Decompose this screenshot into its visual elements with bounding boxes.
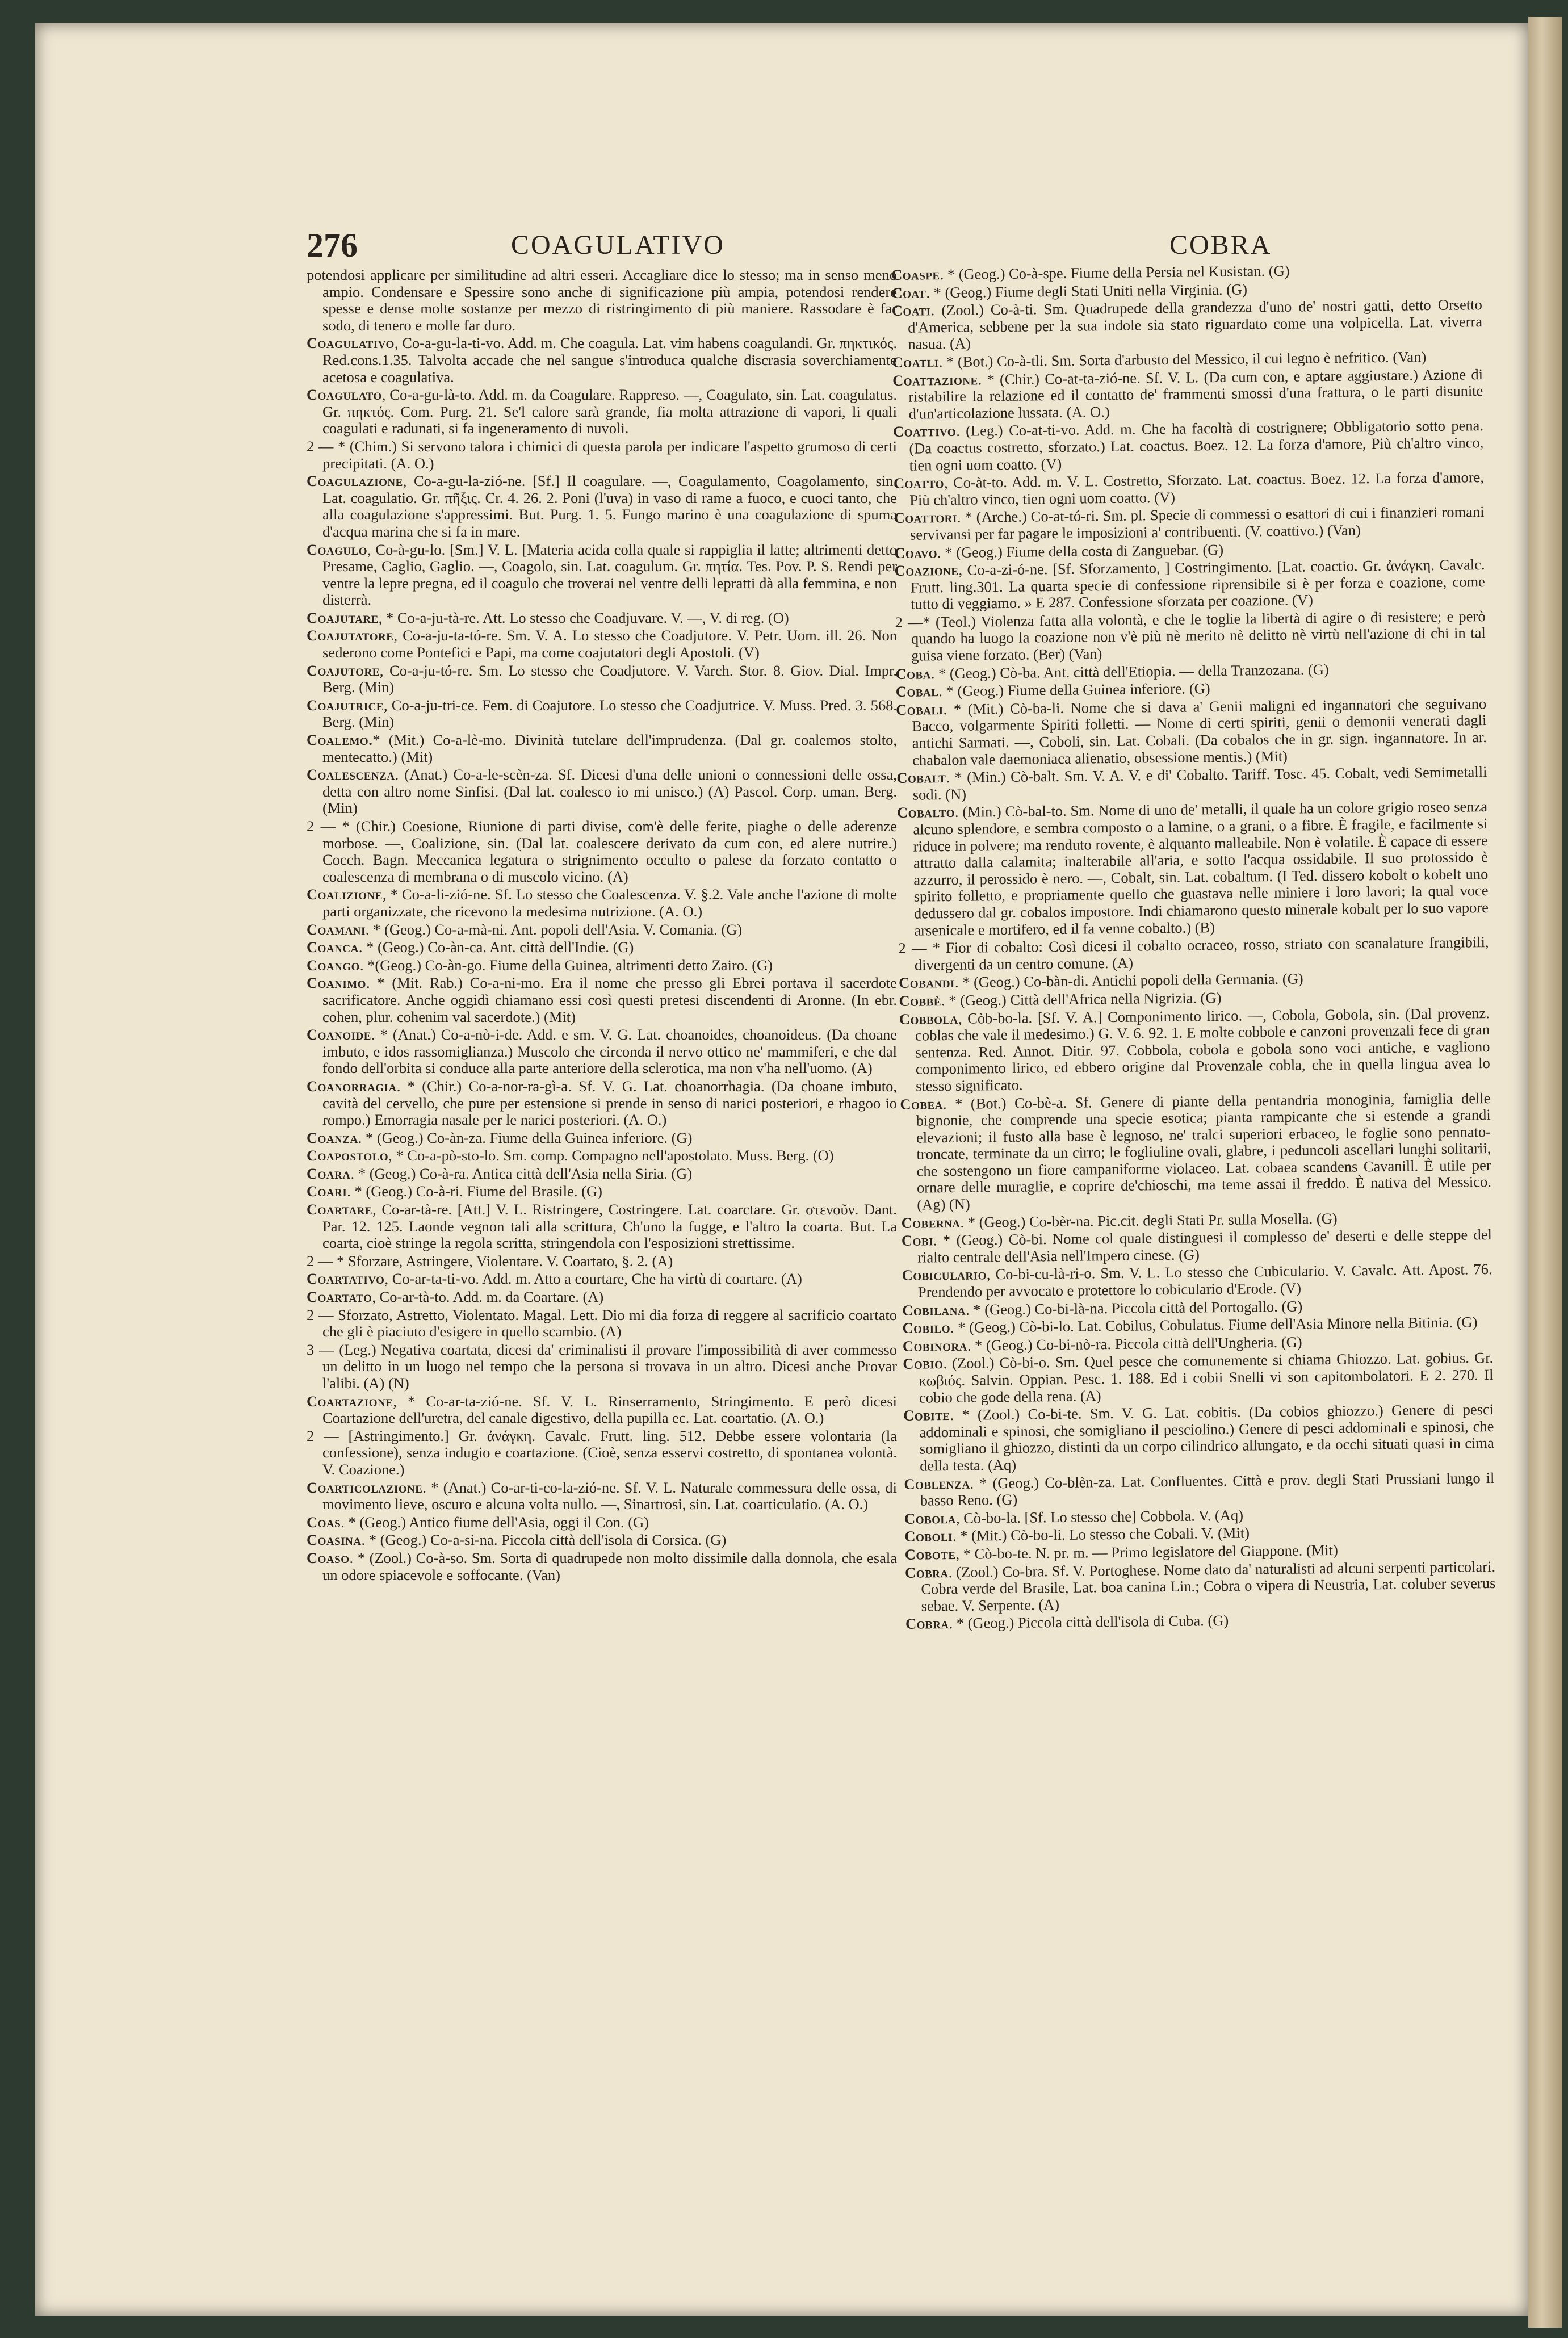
entry-headword: Coajutare	[307, 609, 379, 626]
dictionary-entry	[899, 1005, 1490, 1095]
page-edge	[1528, 17, 1562, 2328]
dictionary-entry	[307, 1147, 897, 1164]
entry-text: , * Co-ar-ta-zió-ne. Sf. V. L. Rinserramento, Stringimento. E però dicesi Coartazione dell'uretra, del canale digestivo, della pupilla ec. Lat. coartatio. (A. O.)	[322, 1392, 897, 1427]
entry-text: . * (Geog.) Co-à-ri. Fiume del Brasile. (G)	[347, 1183, 602, 1200]
entry-headword: Cobal	[895, 682, 939, 701]
dictionary-entry	[307, 1342, 897, 1392]
dictionary-entry	[904, 1470, 1495, 1510]
dictionary-entry	[893, 417, 1484, 474]
entry-headword: Cobio	[903, 1355, 944, 1373]
dictionary-entry	[307, 1130, 897, 1147]
entry-text: . (Zool.) Co-à-ti. Sm. Quadrupede della grandezza d'uno de' nostri gatti, detto Orsetto d'America, sebbene per la sua indole sia stato riguardato come una volpicella. Lat. viverra nasua. (A)	[907, 296, 1483, 353]
dictionary-entry	[307, 627, 897, 661]
entry-headword: Coartazione	[307, 1392, 393, 1410]
entry-headword: Coagulo	[307, 540, 368, 558]
dictionary-entry	[307, 610, 897, 627]
entry-text: 2 — * Sforzare, Astringere, Violentare. V. Coartato, §. 2. (A)	[307, 1252, 673, 1269]
entry-text: , Co-ar-ta-ti-vo. Add. m. Atto a courtare, Che ha virtù di coartare. (A)	[384, 1270, 802, 1288]
entry-text: . * (Mit.) Cò-bo-li. Lo stesso che Cobali. V. (Mit)	[952, 1524, 1250, 1545]
dictionary-entry	[895, 608, 1486, 665]
entry-text: , Co-ar-tà-to. Add. m. da Coartare. (A)	[372, 1288, 604, 1306]
entry-text: . (Zool.) Co-bra. Sf. V. Portoghese. Nome dato da' naturalisti ad alcuni serpenti particolari. Cobra verde del Brasile, Lat. boa canina Lin.; Cobra o vipera di Neustria, Lat. coluber severus sebae. V. Serpente. (A)	[921, 1557, 1496, 1615]
dictionary-entry	[892, 296, 1483, 353]
entry-text: , Co-à-gu-lo. [Sm.] V. L. [Materia acida colla quale si rappiglia il latte; altrimenti detto Presame, Caglio, Gaglio. —, Coagolo, sin. Lat. coagulum. Gr. πητία. Tes. Pov. P. S. Rendi per ventre la lepre pregna, ed il coagulo che troverai nel ventre delli lepratti dà alla femmina, e non disterrà.	[322, 540, 897, 609]
dictionary-entry	[307, 438, 897, 472]
entry-text: . * (Geog.) Co-bèr-na. Pic.cit. degli Stati Pr. sulla Mosella. (G)	[960, 1209, 1338, 1231]
entry-text: 2 — * (Chir.) Coesione, Riunione di parti divise, com'è delle ferite, piaghe o delle aderenze morbose. —, Coalizione, sin. (Dal lat. coalescere derivato da cum con, ed alere nutrire.) Cocch. Bagn. Meccanica legatura o strignimento occulto o palese da forzato contatto o coalescenza di membrana o di muscolo vicino. (A)	[307, 818, 897, 885]
entry-headword: Coara	[307, 1164, 351, 1182]
entry-text: , Co-a-ju-ta-tó-re. Sm. V. A. Lo stesso che Coadjutore. V. Petr. Uom. ill. 26. Non sederono come Pontefici e Papi, ma come coajutatori degli Apostoli. (V)	[322, 627, 897, 661]
dictionary-entry	[307, 921, 897, 938]
dictionary-entry	[307, 473, 897, 540]
dictionary-entry	[307, 1026, 897, 1077]
page-header	[307, 226, 1465, 266]
entry-headword: Coarticolazione	[307, 1478, 423, 1496]
entry-text: . * (Geog.) Co-àn-za. Fiume della Guinea inferiore. (G)	[358, 1129, 693, 1146]
entry-text: . * (Geog.) Antico fiume dell'Asia, oggi il Con. (G)	[341, 1513, 649, 1531]
entry-text: , Cò-bo-la. [Sf. Lo stesso che] Cobbola. V. (Aq)	[955, 1506, 1244, 1527]
entry-headword: Coas	[307, 1513, 341, 1531]
dictionary-entry	[896, 695, 1487, 769]
entry-headword: Cobilana	[902, 1301, 966, 1319]
dictionary-entry	[307, 542, 897, 609]
dictionary-entry	[905, 1558, 1496, 1615]
entry-text: . * (Mit.) Cò-ba-li. Nome che si dava a' Genii maligni ed ingannatori che seguivano Bacco, volgarmente Spiriti folletti. — Nome di certi spiriti, genii o demonii venerati dagli antichi Sarmati. —, Coboli, sin. Lat. Cobali. (Da cobalos che in gr. sign. ingannatore. In ar. chabalon vale daemoniaca alienatio, obsessione mentis.) (Mit)	[912, 694, 1487, 769]
entry-text: , Co-a-gu-la-ti-vo. Add. m. Che coagula. Lat. vim habens coagulandi. Gr. πηκτικός. Red.cons.1.35. Talvolta accade che nel sangue s'introduca qualche discrasia soverchiamente acetosa e coagulativa.	[322, 334, 897, 386]
entry-headword: Coajutrice	[307, 696, 384, 714]
entry-text: . * (Geog.) Fiume degli Stati Uniti nella Virginia. (G)	[926, 280, 1248, 301]
entry-headword: Cobi	[901, 1231, 934, 1250]
dictionary-entry	[307, 766, 897, 817]
dictionary-entry	[903, 1401, 1494, 1474]
entry-text: , * Co-a-li-zió-ne. Sf. Lo stesso che Coalescenza. V. §.2. Vale anche l'azione di molte parti organizzate, che ricevono la medesima nutrizione. (A. O.)	[322, 886, 897, 920]
entry-text: . * (Min.) Cò-balt. Sm. V. A. V. e di' Cobalto. Tariff. Tosc. 45. Cobalt, vedi Semimetalli sodi. (N)	[912, 763, 1487, 803]
entry-headword: Coagulativo	[307, 334, 395, 352]
dictionary-entry	[307, 1078, 897, 1129]
dictionary-entry	[897, 798, 1489, 939]
entry-text: . * (Zool.) Co-à-so. Sm. Sorta di quadrupede non molto dissimile dalla donnola, che esala un odore spiacevole e soffocante. (Van)	[322, 1549, 897, 1583]
dictionary-entry	[307, 387, 897, 437]
entry-headword: Coamani	[307, 920, 366, 938]
dictionary-entry	[902, 1226, 1492, 1266]
entry-headword: Coajutatore	[307, 627, 394, 644]
dictionary-entry	[903, 1350, 1494, 1406]
entry-text: . * (Geog.) Piccola città dell'isola di Cuba. (G)	[949, 1612, 1229, 1632]
entry-text: . * (Chir.) Co-at-ta-zió-ne. Sf. V. L. (Da cum con, e aptare aggiustare.) Azione di ristabilire la relazione ed il contatto de' frammenti smossi d'una frattura, o le parti disunite d'un'articolazione lussata. (A. O.)	[908, 365, 1483, 422]
entry-text: , * Cò-bo-te. N. pr. m. — Primo legislatore del Giappone. (Mit)	[955, 1541, 1339, 1562]
entry-text: , Co-a-ju-tó-re. Sm. Lo stesso che Coadjutore. V. Varch. Stor. 8. Giov. Dial. Impr. Berg. (Min)	[322, 661, 897, 696]
entry-text: . * (Geog.) Co-bi-nò-ra. Piccola città dell'Ungheria. (G)	[967, 1333, 1302, 1354]
entry-headword: Coattori	[894, 509, 957, 527]
entry-text: 2 —* (Teol.) Violenza fatta alla volontà, e che le toglie la libertà di agire o di resistere; e però quando ha luogo la coazione non v'è più nè merito nè delitto nè virtù nell'azione di chi in tal guisa viene forzato. (Ber) (Van)	[895, 607, 1486, 664]
entry-text: 2 — Sforzato, Astretto, Violentato. Magal. Lett. Dio mi dia forza di reggere al sacrificio coartato che gli è piaciuto d'esigere in quello scambio. (A)	[307, 1306, 897, 1340]
dictionary-entry	[307, 267, 897, 334]
entry-text: . * (Mit. Rab.) Co-a-ni-mo. Era il nome che presso gli Ebrei portava il sacerdote sacrificatore. Anche oggidì chiamano essi così questi pretesi discendenti di Aronne. (In ebr. cohen, plur. cohenim val sacerdote.) (Mit)	[322, 974, 897, 1025]
dictionary-entry	[307, 335, 897, 386]
entry-headword: Coazione	[894, 561, 959, 580]
entry-text: , * Co-a-ju-tà-re. Att. Lo stesso che Coadjuvare. V. —, V. di reg. (O)	[378, 609, 789, 626]
entry-headword: Coanoide	[307, 1026, 371, 1044]
entry-headword: Coartato	[307, 1288, 372, 1306]
entry-text: . * (Geog.) Città dell'Africa nella Nigrizia. (G)	[941, 988, 1222, 1009]
page-number: 276	[307, 227, 358, 264]
entry-headword: Cobali	[896, 700, 944, 718]
entry-text: . * (Anat.) Co-a-nò-i-de. Add. e sm. V. G. Lat. choanoides, choanoideus. (Da choane imbuto, e idos rassomiglianza.) Muscolo che circonda il nervo ottico ne' mammiferi, e che dal fondo dell'orbita si conduce alla parte anteriore della sclerotica, ma non v'ha nell'uomo. (A)	[322, 1026, 897, 1077]
dictionary-entry	[894, 504, 1485, 543]
dictionary-entry	[900, 1090, 1491, 1214]
entry-headword: Cobalto	[896, 803, 955, 822]
entry-text: potendosi applicare per similitudine ad altri esseri. Accagliare dice lo stesso; ma in senso meno ampio. Condensare e Spessire sono anche di significazione più ampia, potendosi rendere spesse e dense molte sostanze per mezzo di ristringimento di più maniere. Rassodare è far sodo, di tenero e molle far duro.	[307, 267, 897, 334]
entry-headword: Coagulato	[307, 386, 382, 404]
entry-headword: Cobbè	[899, 992, 942, 1009]
right-column	[891, 261, 1500, 2050]
dictionary-entry	[307, 732, 897, 765]
entry-text: . * (Arche.) Co-at-tó-ri. Sm. pl. Specie di commessi o esattori di cui i finanzieri romani servivansi per far pagare le imposizioni a' contribuenti. (V. coattivo.) (Van)	[909, 503, 1485, 543]
running-head-right: COBRA	[1169, 230, 1272, 260]
entry-text: , Co-a-gu-la-zió-ne. [Sf.] Il coagulare. —, Coagulamento, Coagolamento, sin. Lat. coagulatio. Gr. πῆξις. Cr. 4. 26. 2. Poni (l'uva) in vaso di rame a fuoco, e cuoci tanto, che alla coagulazione s'appressimi. But. Purg. 1. 5. Fungo marino è una coagulazione di spuma d'acqua marina che si fa in mare.	[322, 472, 897, 540]
entry-text: . * (Geog.) Cò-ba. Ant. città dell'Etiopia. — della Tranzozana. (G)	[930, 660, 1329, 682]
entry-text: . * (Geog.) Cò-bi. Nome col quale distinguesi il complesso de' deserti e delle steppe del rialto centrale dell'Asia nell'Impero cinese. (G)	[917, 1226, 1492, 1266]
entry-headword: Coaspe	[891, 266, 940, 283]
dictionary-entry	[307, 1514, 897, 1531]
entry-headword: Cobilo	[902, 1319, 951, 1337]
dictionary-entry	[902, 1261, 1492, 1301]
entry-headword: Cobea	[900, 1095, 944, 1113]
dictionary-entry	[307, 1428, 897, 1478]
entry-headword: Coanorragia	[307, 1077, 397, 1095]
dictionary-entry	[307, 1532, 897, 1549]
entry-text: . (Anat.) Co-a-le-scèn-za. Sf. Dicesi d'una delle unioni o connessioni delle ossa, detta con altro nome Sinfisi. (Dal lat. coalesco io mi unisco.) (A) Pascol. Corp. uman. Berg. (Min)	[322, 766, 897, 817]
dictionary-entry	[307, 975, 897, 1025]
entry-headword: Coalescenza	[307, 766, 395, 783]
entry-headword: Coatli	[892, 353, 939, 371]
entry-headword: Cobra	[905, 1615, 949, 1633]
dictionary-entry	[894, 469, 1485, 509]
dictionary-entry	[307, 957, 897, 974]
entry-text: , Còb-bo-la. [Sf. V. A.] Componimento lirico. —, Cobola, Gobola, sin. (Dal provenz. coblas che vale il medesimo.) G. V. 6. 92. 1. E molte cobbole e canzoni provenzali fece di gran sentenza. Red. Annot. Ditir. 97. Cobbola, cobola e gobola sono voci antiche, e vagliono componimento lirico, ed ebbero origine dal Provenzale cobla, che in quella lingua avea lo stesso significato.	[915, 1004, 1490, 1095]
entry-text: . * (Geog.) Co-bi-là-na. Piccola città del Portogallo. (G)	[965, 1297, 1303, 1318]
entry-headword: Coartativo	[307, 1270, 385, 1288]
entry-text: . * (Zool.) Co-bi-te. Sm. V. G. Lat. cobitis. (Da cobios ghiozzo.) Genere di pesci addominali e spinosi, che somigliano il pesciolino.) Genere di pesci addominali e spinosi, che somigliano il ghiozzo, distinti da un corpo cilindrico allungato, e da occhi situati quasi in cima della testa. (Aq)	[919, 1401, 1494, 1474]
entry-text: . * (Chir.) Co-a-nor-ra-gì-a. Sf. V. G. Lat. choanorrhagia. (Da choane imbuto, cavità del cervello, che pure per estensione si prende in senso di narici posteriori, e rhagoo io rompo.) Emorragia nasale per le narici posteriori. (A. O.)	[322, 1077, 897, 1129]
entry-headword: Cobiculario	[902, 1266, 987, 1284]
dictionary-entry	[307, 818, 897, 885]
left-column	[307, 267, 897, 2050]
entry-headword: Coagulazione	[307, 472, 403, 490]
entry-text: . *(Geog.) Co-àn-go. Fiume della Guinea, altrimenti detto Zairo. (G)	[359, 956, 773, 974]
entry-headword: Cobalt	[896, 769, 946, 787]
dictionary-entry	[894, 556, 1485, 613]
entry-headword: Coartare	[307, 1201, 373, 1218]
entry-text: . (Leg.) Co-at-ti-vo. Add. m. Che ha facoltà di costrignere; Obbligatorio sotto pena. (Da coactus costretto, sforzato.) Lat. coactus. Boez. 12. La forza d'amore, Più ch'altro vinco, tien ogni uom coatto. (V)	[909, 417, 1484, 474]
entry-headword: Coattazione	[892, 370, 978, 389]
entry-text: . * (Anat.) Co-ar-ti-co-la-zió-ne. Sf. V. L. Naturale commessura delle ossa, di movimento lieve, oscuro e alcuna volta nullo. —, Sinartrosi, sin. Lat. coarticulatio. (A. O.)	[322, 1478, 897, 1513]
entry-headword: Cobandi	[899, 974, 955, 992]
dictionary-entry	[307, 697, 897, 731]
entry-text: . * (Geog.) Co-àn-ca. Ant. città dell'Indie. (G)	[358, 938, 634, 956]
entry-text: 2 — [Astringimento.] Gr. ἀνάγκη. Cavalc. Frutt. ling. 512. Debbe essere volontaria (la confessione), senza indugio e coartazione. (Cioè, senza esservi costretto, di spontanea volontà. V. Coazione.)	[307, 1427, 897, 1478]
dictionary-entry	[307, 1201, 897, 1252]
entry-text: . * (Bot.) Co-bè-a. Sf. Genere di piante della pentandria monoginia, famiglia delle bignonie, che comprende una specie esotica; pianta rampicante che si estende a grandi elevazioni; il fusto alla base è legnoso, ne' tralci superiori erbaceo, le foglie sono pennato-troncate, terminate da un cirro; le fogliuline ovali, glabre, i peduncoli ascellari lunghi solitarii, che sostengono un fiore campaniforme violaceo. Lat. cobaea scandens Cavanill. È utile per ornare delle muraglie, e coprire de'chioschi, ma teme assai il freddo. È nativa del Messico. (Ag) (N)	[916, 1089, 1492, 1213]
entry-headword: Coboli	[904, 1527, 953, 1545]
dictionary-entry	[898, 934, 1489, 974]
entry-headword: Cobote	[904, 1545, 956, 1563]
dictionary-entry	[307, 1550, 897, 1583]
entry-text: . * (Geog.) Cò-bi-lo. Lat. Cobilus, Cobulatus. Fiume dell'Asia Minore nella Bitinia. (G)	[950, 1313, 1478, 1336]
entry-text: . * (Geog.) Fiume della Guinea inferiore. (G)	[938, 680, 1210, 700]
entry-headword: Coblenza	[904, 1474, 970, 1493]
entry-headword: Cobra	[904, 1563, 949, 1581]
entry-headword: Cobbola	[899, 1009, 958, 1028]
entry-headword: Coaso	[307, 1549, 350, 1566]
entry-text: . * (Geog.) Co-a-mà-ni. Ant. popoli dell'Asia. V. Comania. (G)	[365, 920, 743, 938]
entry-text: . * (Geog.) Fiume della costa di Zanguebar. (G)	[937, 540, 1224, 561]
entry-text: 2 — * (Chim.) Si servono talora i chimici di questa parola per indicare l'aspetto grumoso di certi precipitati. (A. O.)	[307, 437, 897, 472]
entry-text: * (Mit.) Co-a-lè-mo. Divinità tutelare dell'imprudenza. (Dal gr. coalemos stolto, mentecatto.) (Mit)	[322, 731, 897, 765]
entry-headword: Coapostolo	[307, 1147, 389, 1164]
entry-headword: Coalemo.	[307, 731, 373, 749]
dictionary-entry	[307, 663, 897, 696]
entry-text: . * (Geog.) Co-a-si-na. Piccola città dell'isola di Corsica. (G)	[361, 1531, 727, 1549]
entry-text: , Co-bi-cu-là-ri-o. Sm. V. L. Lo stesso che Cubiculario. V. Cavalc. Att. Apost. 76. Prendendo per avvocato e protettore lo cobiculario d'Erode. (V)	[917, 1260, 1492, 1301]
entry-text: , Co-a-zi-ó-ne. [Sf. Sforzamento, ] Costringimento. [Lat. coactio. Gr. ἀνάγκη. Cavalc. Frutt. ling.301. La quarta specie di confessione riprensibile si è per forza e coazione, come tutto di veggiamo. » E 287. Confessione sforzata per coazione. (V)	[910, 556, 1486, 613]
entry-headword: Coberna	[901, 1213, 961, 1231]
entry-headword: Coanza	[307, 1129, 358, 1146]
dictionary-entry	[307, 1271, 897, 1288]
entry-text: , * Co-a-pò-sto-lo. Sm. comp. Compagno nell'apostolato. Muss. Berg. (O)	[388, 1147, 834, 1164]
entry-headword: Coasina	[307, 1531, 362, 1549]
entry-headword: Cobinora	[902, 1336, 967, 1355]
dictionary-entry	[307, 1307, 897, 1340]
entry-headword: Coavo	[894, 543, 938, 562]
entry-headword: Coat	[891, 283, 926, 301]
running-head-left: COAGULATIVO	[511, 230, 725, 260]
entry-headword: Coanimo	[307, 974, 366, 992]
entry-text: . * (Geog.) Co-à-ra. Antica città dell'Asia nella Siria. (G)	[350, 1164, 693, 1182]
entry-text: , Co-a-gu-là-to. Add. m. da Coagulare. Rappreso. —, Coagulato, sin. Lat. coagulatus. Gr. πηκτός. Com. Purg. 21. Se'l calore sarà grande, fia molta attrazione di vapori, li quali coagulati e radunati, si fa ingeneramento di nuvoli.	[322, 386, 897, 437]
entry-headword: Coattivo	[892, 422, 957, 441]
entry-text: . * (Bot.) Co-à-tli. Sm. Sorta d'arbusto del Messico, il cui legno è nefritico. (Van)	[938, 348, 1427, 371]
entry-headword: Cobite	[903, 1406, 950, 1424]
dictionary-entry	[307, 939, 897, 956]
entry-text: , Co-ar-tà-re. [Att.] V. L. Ristringere, Costringere. Lat. coarctare. Gr. στενοῦν. Dant. Par. 12. 125. Laonde vegnon tali alla scrittura, Ch'uno la fugge, e l'altro la coarta. But. La coarta, cioè stringe la regola scritta, stringendola con l'esposizioni strettissime.	[322, 1201, 897, 1252]
dictionary-entry	[307, 1253, 897, 1270]
entry-text: . * (Geog.) Co-bàn-di. Antichi popoli della Germania. (G)	[954, 970, 1303, 991]
entry-text: . (Zool.) Cò-bi-o. Sm. Quel pesce che comunemente si chiama Ghiozzo. Lat. gobius. Gr. κωβιός. Salvin. Oppian. Pesc. 1. 188. Ed i cobii Snelli vi son capitombolatori. E 2. 270. Il cobio che gode della rena. (A)	[919, 1349, 1494, 1406]
dictionary-entry	[307, 886, 897, 920]
dictionary-entry	[307, 1480, 897, 1513]
dictionary-entry	[892, 366, 1483, 423]
entry-headword: Coango	[307, 956, 360, 974]
entry-text: 2 — * Fior di cobalto: Così dicesi il cobalto ocraceo, rosso, striato con scanalature frangibili, divergenti da un centro comune. (A)	[898, 933, 1489, 974]
entry-headword: Coari	[307, 1183, 347, 1200]
entry-headword: Cobola	[904, 1509, 957, 1527]
entry-headword: Coajutore	[307, 661, 380, 679]
entry-headword: Coalizione	[307, 886, 383, 903]
entry-headword: Coanca	[307, 938, 359, 956]
dictionary-entry	[307, 1183, 897, 1200]
entry-headword: Coati	[891, 301, 931, 320]
entry-text: , Co-a-ju-tri-ce. Fem. di Coajutore. Lo stesso che Coadjutrice. V. Muss. Pred. 3. 568. Berg. (Min)	[322, 696, 897, 731]
entry-text: . * (Geog.) Co-blèn-za. Lat. Confluentes. Città e prov. degli Stati Prussiani lungo il basso Reno. (G)	[920, 1469, 1495, 1509]
entry-text: , Co-àt-to. Add. m. V. L. Costretto, Sforzato. Lat. coactus. Boez. 12. La forza d'amore, Più ch'altro vinco, tien ogni uom coatto. (V)	[909, 468, 1485, 509]
dictionary-entry	[896, 764, 1487, 803]
dictionary-entry	[307, 1166, 897, 1183]
entry-headword: Coatto	[893, 474, 945, 492]
dictionary-entry	[307, 1289, 897, 1306]
entry-text: . * (Geog.) Co-à-spe. Fiume della Persia nel Kusistan. (G)	[940, 262, 1290, 283]
entry-text: . (Min.) Cò-bal-to. Sm. Nome di uno de' metalli, il quale ha un colore grigio roseo senza alcuno splendore, e sembra composto o a lamine, o a grani, o a fibre. È fragile, e facilmente si riduce in polvere; ma renduto rovente, è alquanto malleabile. Non è volatile. È capace di essere attratto dalla calamita; inalterabile all'aria, e sotto l'acqua ossidabile. Il suo protossido è azzurro, il perossido è nero. —, Cobalt, sin. Lat. cobaltum. (I Ted. dissero kobolt o kobelt uno spirito folletto, e propriamente quello che guastava nelle miniere i loro lavori; la qual voce dedussero dal gr. cobalos impostore. Indi chiamarono questo minerale kobalt per lo suo vapore arsenicale e mortifero, ed il fa venne cobalto.) (B)	[913, 798, 1489, 939]
entry-headword: Coba	[895, 664, 931, 682]
dictionary-entry	[307, 1393, 897, 1427]
entry-text: 3 — (Leg.) Negativa coartata, dicesi da' criminalisti il provare l'impossibilità di aver commesso un delitto in un luogo nel tempo che la persona si trovava in un altro. Dicesi anche Provar l'alibi. (A) (N)	[307, 1340, 897, 1392]
